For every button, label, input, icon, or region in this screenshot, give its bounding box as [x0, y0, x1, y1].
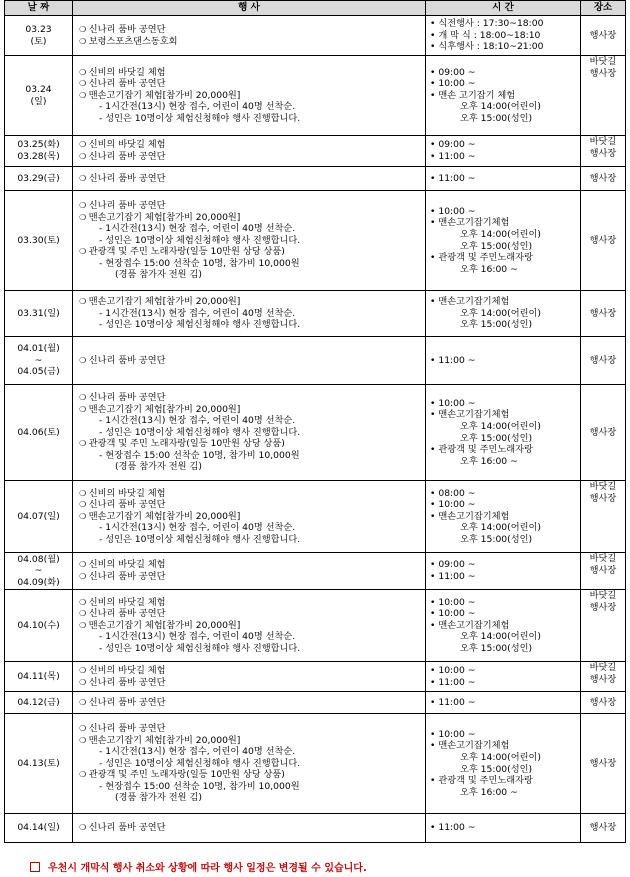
event-note: - 1시간전(13시) 현장 접수, 어린이 40명 선착순. [99, 101, 296, 113]
time-item: • 11:00 ~ [430, 677, 578, 689]
time-item: • 관광객 및 주민노래자랑 [430, 252, 578, 264]
date-text: 04.08(월) [17, 553, 60, 565]
place-cell [581, 56, 626, 136]
schedule-body [5, 16, 626, 843]
date-text: 04.12(금) [17, 696, 60, 708]
event-item: ❍ 신나리 품바 공연단 [79, 608, 423, 620]
event-item: ❍ 맨손고기잡기 체험[참가비 20,000원] [79, 212, 423, 224]
footer-text: 우천시 개막식 행사 취소와 상황에 따라 행사 일정은 변경될 수 있습니다. [48, 863, 367, 874]
date-cell [5, 167, 73, 191]
place-text: 행사장 [589, 147, 617, 159]
event-note: - 성인은 10명이상 체험신청해야 행사 진행합니다. [99, 757, 301, 769]
time-item: • 관광객 및 주민노래자랑 [430, 775, 578, 787]
date-text: 04.07(일) [17, 510, 60, 522]
place-text: 행사장 [589, 426, 617, 438]
event-note: - 1시간전(13시) 현장 접수, 어린이 40명 선착순. [99, 631, 296, 643]
time-item: • 11:00 ~ [430, 822, 578, 834]
time-detail: 오후 16:00 ~ [460, 786, 518, 798]
date-cell [5, 662, 73, 692]
time-item: • 10:00 ~ [430, 499, 578, 511]
place-text: 행사장 [589, 696, 617, 708]
time-item: • 맨손 고기잡기 체험 [430, 90, 578, 102]
time-item: • 맨손고기잡기체험 [430, 740, 578, 752]
time-item: • 10:00 ~ [430, 78, 578, 90]
event-item: ❍ 신나리 품바 공연단 [79, 677, 423, 689]
time-detail: 오후 14:00(어린이) [460, 631, 541, 643]
date-cell [5, 291, 73, 337]
event-item: ❍ 신나리 품바 공연단 [79, 24, 423, 36]
date-text: 03.31(일) [17, 307, 60, 319]
time-cell [426, 590, 581, 662]
event-item: ❍ 신나리 품바 공연단 [79, 822, 423, 834]
time-cell [426, 662, 581, 692]
schedule-row [5, 291, 626, 337]
place-text: 행사장 [589, 307, 617, 319]
time-detail: 오후 15:00(성인) [460, 240, 533, 252]
date-cell [5, 136, 73, 167]
date-text: 03.23 [25, 23, 52, 35]
place-cell [581, 590, 626, 662]
place-text: 행사장 [589, 29, 617, 41]
date-text: 04.11(목) [17, 670, 60, 682]
place-text: 바닷길 [589, 136, 617, 147]
time-detail: 오후 16:00 ~ [460, 263, 518, 275]
date-text: 04.14(일) [17, 822, 60, 834]
time-item: • 맨손고기잡기체험 [430, 620, 578, 632]
event-item: ❍ 맨손고기잡기 체험[참가비 20,000원] [79, 735, 423, 747]
event-note: - 성인은 10명이상 체험신청해야 행사 진행합니다. [99, 319, 301, 331]
event-cell [73, 662, 426, 692]
event-item: ❍ 신나리 품바 공연단 [79, 499, 423, 511]
time-detail: 오후 15:00(성인) [460, 432, 533, 444]
event-item: ❍ 신비의 바닷길 체험 [79, 597, 423, 609]
time-detail: 오후 15:00(성인) [460, 642, 533, 654]
time-detail: 오후 15:00(성인) [460, 533, 533, 545]
time-item: • 11:00 ~ [430, 151, 578, 163]
table-header-row [5, 1, 626, 16]
date-text: 03.30(토) [17, 234, 60, 246]
date-cell [5, 553, 73, 590]
time-detail: 오후 14:00(어린이) [460, 420, 541, 432]
header-event: 행 사 [73, 1, 426, 16]
place-cell [581, 291, 626, 337]
time-item: • 10:00 ~ [430, 608, 578, 620]
schedule-row [5, 191, 626, 291]
time-item: • 10:00 ~ [430, 597, 578, 609]
place-text: 행사장 [589, 822, 617, 834]
event-item: ❍ 신나리 품바 공연단 [79, 78, 423, 90]
time-cell [426, 481, 581, 553]
date-cell [5, 16, 73, 56]
schedule-row [5, 481, 626, 553]
time-item: • 11:00 ~ [430, 697, 578, 709]
header-date: 날 짜 [5, 1, 73, 16]
place-cell [581, 814, 626, 843]
place-cell [581, 385, 626, 481]
event-note: - 1시간전(13시) 현장 접수, 어린이 40명 선착순. [99, 746, 296, 758]
event-item: ❍ 신나리 품바 공연단 [79, 200, 423, 212]
time-item: • 11:00 ~ [430, 355, 578, 367]
date-cell [5, 481, 73, 553]
event-cell [73, 191, 426, 291]
time-detail: 오후 15:00(성인) [460, 319, 533, 331]
date-text: (토) [30, 35, 47, 47]
event-note: - 성인은 10명이상 체험신청해야 행사 진행합니다. [99, 533, 301, 545]
date-text: ~ [34, 565, 43, 577]
date-cell [5, 56, 73, 136]
time-item: • 식전행사 : 17:30~18:00 [430, 18, 578, 30]
place-text: 행사장 [589, 564, 617, 576]
event-note: - 성인은 10명이상 체험신청해야 행사 진행합니다. [99, 234, 301, 246]
event-item: ❍ 신비의 바닷길 체험 [79, 67, 423, 79]
date-cell [5, 337, 73, 385]
event-note: - 1시간전(13시) 현장 접수, 어린이 40명 선착순. [99, 223, 296, 235]
time-item: • 09:00 ~ [430, 139, 578, 151]
time-cell [426, 136, 581, 167]
event-item: ❍ 보령스포츠댄스동호회 [79, 36, 423, 48]
place-cell [581, 662, 626, 692]
event-note: - 1시간전(13시) 현장 접수, 어린이 40명 선착순. [99, 307, 296, 319]
date-text: 04.01(월) [17, 343, 60, 355]
time-item: • 맨손고기잡기체험 [430, 296, 578, 308]
time-item: • 10:00 ~ [430, 665, 578, 677]
time-cell [426, 385, 581, 481]
event-cell [73, 136, 426, 167]
place-text: 행사장 [589, 601, 617, 613]
event-cell [73, 692, 426, 714]
event-item: ❍ 신나리 품바 공연단 [79, 723, 423, 735]
schedule-row [5, 714, 626, 814]
schedule-row [5, 167, 626, 191]
event-note: - 1시간전(13시) 현장 접수, 어린이 40명 선착순. [99, 522, 296, 534]
date-text: 04.05(금) [17, 366, 60, 378]
date-text: 03.24 [25, 83, 52, 95]
event-note: - 현장접수 15:00 선착순 10명, 참가비 10,000원 [99, 780, 300, 792]
header-place: 장소 [581, 1, 626, 16]
time-item: • 개 막 식 : 18:00~18:10 [430, 30, 578, 42]
event-cell [73, 16, 426, 56]
place-text: 행사장 [589, 757, 617, 769]
time-item: • 08:00 ~ [430, 488, 578, 500]
event-note: (경품 참가자 전원 김) [115, 269, 202, 281]
schedule-row [5, 136, 626, 167]
date-cell [5, 692, 73, 714]
event-item: ❍ 신나리 품바 공연단 [79, 151, 423, 163]
date-cell [5, 385, 73, 481]
date-text: 03.29(금) [17, 172, 60, 184]
event-item: ❍ 맨손고기잡기 체험[참가비 20,000원] [79, 90, 423, 102]
event-note: - 성인은 10명이상 체험신청해야 행사 진행합니다. [99, 112, 301, 124]
event-cell [73, 714, 426, 814]
event-item: ❍ 신나리 품바 공연단 [79, 697, 423, 709]
event-item: ❍ 관광객 및 주민 노래자랑(일등 10만원 상당 상품) [79, 246, 423, 258]
header-time: 시 간 [426, 1, 581, 16]
date-text: 03.25(화) [17, 139, 60, 151]
schedule-row [5, 337, 626, 385]
event-cell [73, 481, 426, 553]
time-cell [426, 191, 581, 291]
event-item: ❍ 맨손고기잡기 체험[참가비 20,000원] [79, 511, 423, 523]
time-cell [426, 337, 581, 385]
event-item: ❍ 맨손고기잡기 체험[참가비 20,000원] [79, 404, 423, 416]
time-detail: 오후 14:00(어린이) [460, 522, 541, 534]
time-cell [426, 291, 581, 337]
schedule-row [5, 814, 626, 843]
schedule-row [5, 692, 626, 714]
time-item: • 10:00 ~ [430, 398, 578, 410]
event-note: (경품 참가자 전원 김) [115, 792, 202, 804]
place-text: 행사장 [589, 673, 617, 685]
place-cell [581, 16, 626, 56]
event-item: ❍ 신비의 바닷길 체험 [79, 488, 423, 500]
date-text: 04.09(화) [17, 576, 60, 588]
event-item: ❍ 신비의 바닷길 체험 [79, 559, 423, 571]
event-note: - 현장접수 15:00 선착순 10명, 참가비 10,000원 [99, 257, 300, 269]
date-cell [5, 814, 73, 843]
place-text: 행사장 [589, 492, 617, 504]
place-text: 행사장 [589, 354, 617, 366]
place-cell [581, 337, 626, 385]
schedule-row [5, 662, 626, 692]
date-cell [5, 590, 73, 662]
event-item: ❍ 신비의 바닷길 체험 [79, 139, 423, 151]
time-cell [426, 56, 581, 136]
place-cell [581, 191, 626, 291]
event-cell [73, 590, 426, 662]
event-item: ❍ 신나리 품바 공연단 [79, 571, 423, 583]
event-note: - 1시간전(13시) 현장 접수, 어린이 40명 선착순. [99, 415, 296, 427]
time-item: • 10:00 ~ [430, 729, 578, 741]
event-item: ❍ 관광객 및 주민 노래자랑(일등 10만원 상당 상품) [79, 438, 423, 450]
time-cell [426, 553, 581, 590]
time-cell [426, 814, 581, 843]
date-cell [5, 714, 73, 814]
date-text: 03.28(목) [17, 151, 60, 162]
time-item: • 맨손고기잡기체험 [430, 511, 578, 523]
footer-notice [30, 859, 367, 874]
place-cell [581, 692, 626, 714]
date-text: 04.13(토) [17, 757, 60, 769]
place-text: 바닷길 [589, 481, 617, 492]
event-cell [73, 291, 426, 337]
place-cell [581, 714, 626, 814]
checkbox-square-icon [30, 862, 40, 872]
event-item: ❍ 신비의 바닷길 체험 [79, 665, 423, 677]
date-text: ~ [34, 354, 43, 366]
time-item: • 맨손고기잡기체험 [430, 217, 578, 229]
event-item: ❍ 신나리 품바 공연단 [79, 355, 423, 367]
event-cell [73, 814, 426, 843]
date-text: 04.06(토) [17, 426, 60, 438]
schedule-row [5, 553, 626, 590]
place-cell [581, 553, 626, 590]
event-item: ❍ 맨손고기잡기 체험[참가비 20,000원] [79, 296, 423, 308]
time-item: • 맨손고기잡기체험 [430, 409, 578, 421]
time-item: • 09:00 ~ [430, 559, 578, 571]
event-note: - 성인은 10명이상 체험신청해야 행사 진행합니다. [99, 642, 301, 654]
place-text: 바닷길 [589, 590, 617, 601]
time-detail: 오후 16:00 ~ [460, 455, 518, 467]
schedule-row [5, 56, 626, 136]
place-text: 바닷길 [589, 56, 617, 67]
place-text: 행사장 [589, 172, 617, 184]
event-note: - 현장접수 15:00 선착순 10명, 참가비 10,000원 [99, 449, 300, 461]
time-detail: 오후 14:00(어린이) [460, 751, 541, 763]
place-cell [581, 136, 626, 167]
place-text: 바닷길 [589, 553, 617, 564]
event-note: (경품 참가자 전원 김) [115, 461, 202, 473]
time-cell [426, 714, 581, 814]
place-cell [581, 167, 626, 191]
event-cell [73, 385, 426, 481]
schedule-row [5, 385, 626, 481]
event-cell [73, 553, 426, 590]
time-item: • 09:00 ~ [430, 67, 578, 79]
time-detail: 오후 14:00(어린이) [460, 101, 541, 113]
time-item: • 10:00 ~ [430, 206, 578, 218]
date-text: (일) [30, 95, 47, 107]
schedule-table [4, 0, 626, 843]
event-item: ❍ 맨손고기잡기 체험[참가비 20,000원] [79, 620, 423, 632]
event-cell [73, 56, 426, 136]
event-cell [73, 167, 426, 191]
event-cell [73, 337, 426, 385]
time-item: • 관광객 및 주민노래자랑 [430, 444, 578, 456]
event-item: ❍ 신나리 품바 공연단 [79, 173, 423, 185]
time-detail: 오후 15:00(성인) [460, 763, 533, 775]
time-cell [426, 692, 581, 714]
date-text: 04.10(수) [17, 619, 60, 631]
place-text: 행사장 [589, 234, 617, 246]
schedule-row [5, 590, 626, 662]
time-detail: 오후 14:00(어린이) [460, 307, 541, 319]
event-item: ❍ 신나리 품바 공연단 [79, 392, 423, 404]
place-text: 행사장 [589, 67, 617, 79]
place-cell [581, 481, 626, 553]
schedule-row [5, 16, 626, 56]
event-item: ❍ 관광객 및 주민 노래자랑(일등 10만원 상당 상품) [79, 769, 423, 781]
time-cell [426, 16, 581, 56]
time-item: • 11:00 ~ [430, 173, 578, 185]
date-cell [5, 191, 73, 291]
time-item: • 식후행사 : 18:10~21:00 [430, 41, 578, 53]
time-detail: 오후 14:00(어린이) [460, 228, 541, 240]
place-text: 바닷길 [589, 662, 617, 673]
time-detail: 오후 15:00(성인) [460, 112, 533, 124]
time-item: • 11:00 ~ [430, 571, 578, 583]
event-note: - 성인은 10명이상 체험신청해야 행사 진행합니다. [99, 426, 301, 438]
time-cell [426, 167, 581, 191]
